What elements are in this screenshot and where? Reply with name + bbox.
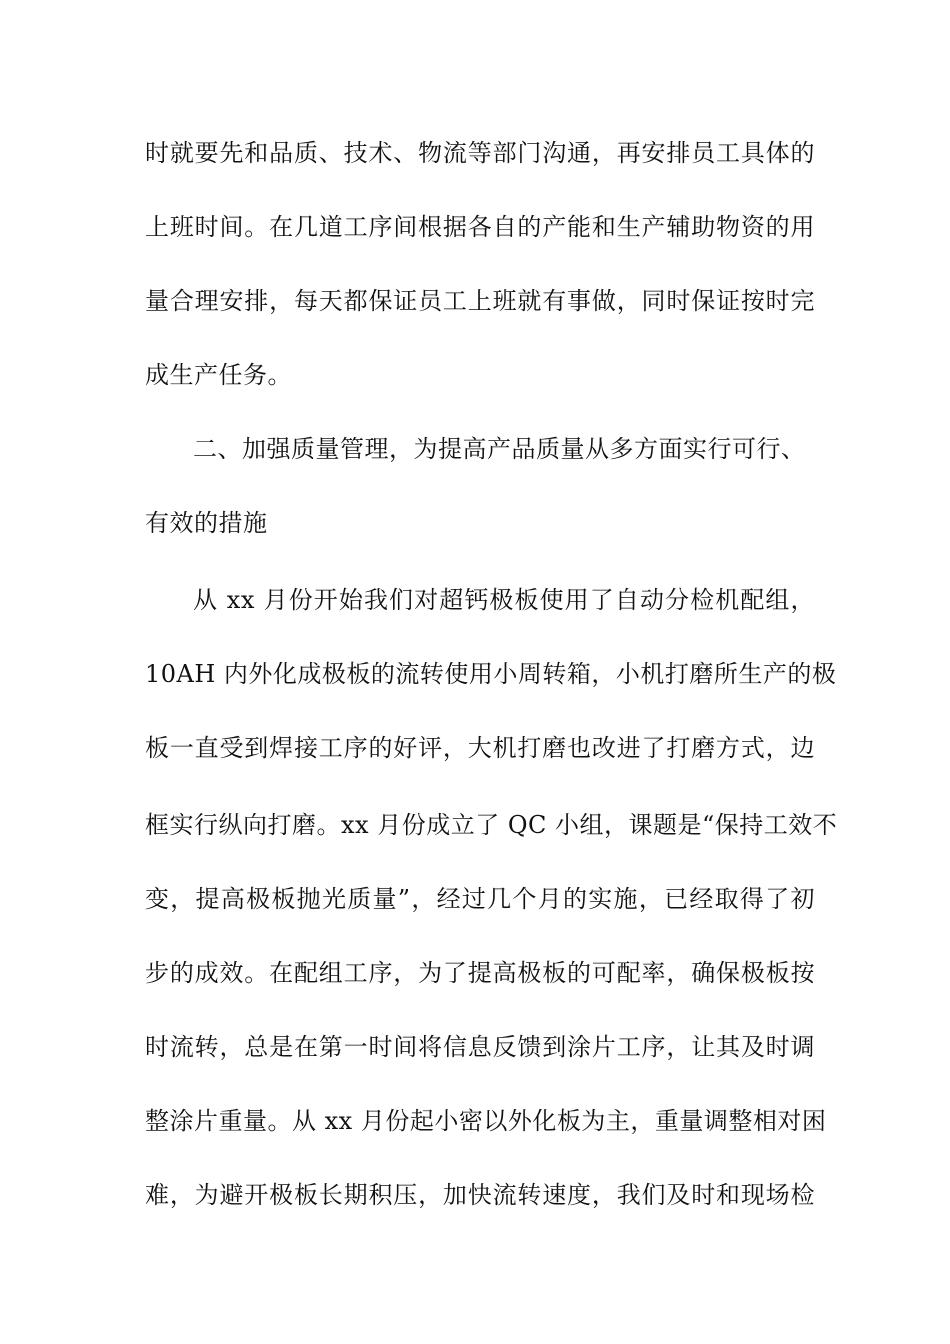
paragraph-line: 步的成效。在配组工序，为了提高极板的可配率，确保极板按: [145, 959, 815, 987]
paragraph-line: 变，提高极板抛光质量”，经过几个月的实施，已经取得了初: [145, 885, 815, 913]
paragraph-line: 上班时间。在几道工序间根据各自的产能和生产辅助物资的用: [145, 213, 815, 241]
paragraph-line: 整涂片重量。从 xx 月份起小密以外化板为主，重量调整相对困: [145, 1107, 827, 1135]
paragraph-line: 时流转，总是在第一时间将信息反馈到涂片工序，让其及时调: [145, 1033, 815, 1061]
paragraph-line: 量合理安排，每天都保证员工上班就有事做，同时保证按时完: [145, 287, 815, 315]
paragraph-line: 从 xx 月份开始我们对超钙极板使用了自动分检机配组，: [193, 586, 815, 614]
section-heading-line: 有效的措施: [145, 509, 268, 537]
paragraph-line: 板一直受到焊接工序的好评，大机打磨也改进了打磨方式，边: [145, 734, 815, 762]
paragraph-line: 成生产任务。: [145, 361, 292, 389]
paragraph-line: 难，为避开极板长期积压，加快流转速度，我们及时和现场检: [145, 1181, 815, 1209]
paragraph-line: 框实行纵向打磨。xx 月份成立了 QC 小组，课题是“保持工效不: [145, 811, 838, 839]
paragraph-line: 10AH 内外化成极板的流转使用小周转箱，小机打磨所生产的极: [145, 660, 837, 688]
section-heading-line: 二、加强质量管理，为提高产品质量从多方面实行可行、: [193, 435, 806, 463]
paragraph-line: 时就要先和品质、技术、物流等部门沟通，再安排员工具体的: [145, 139, 815, 167]
